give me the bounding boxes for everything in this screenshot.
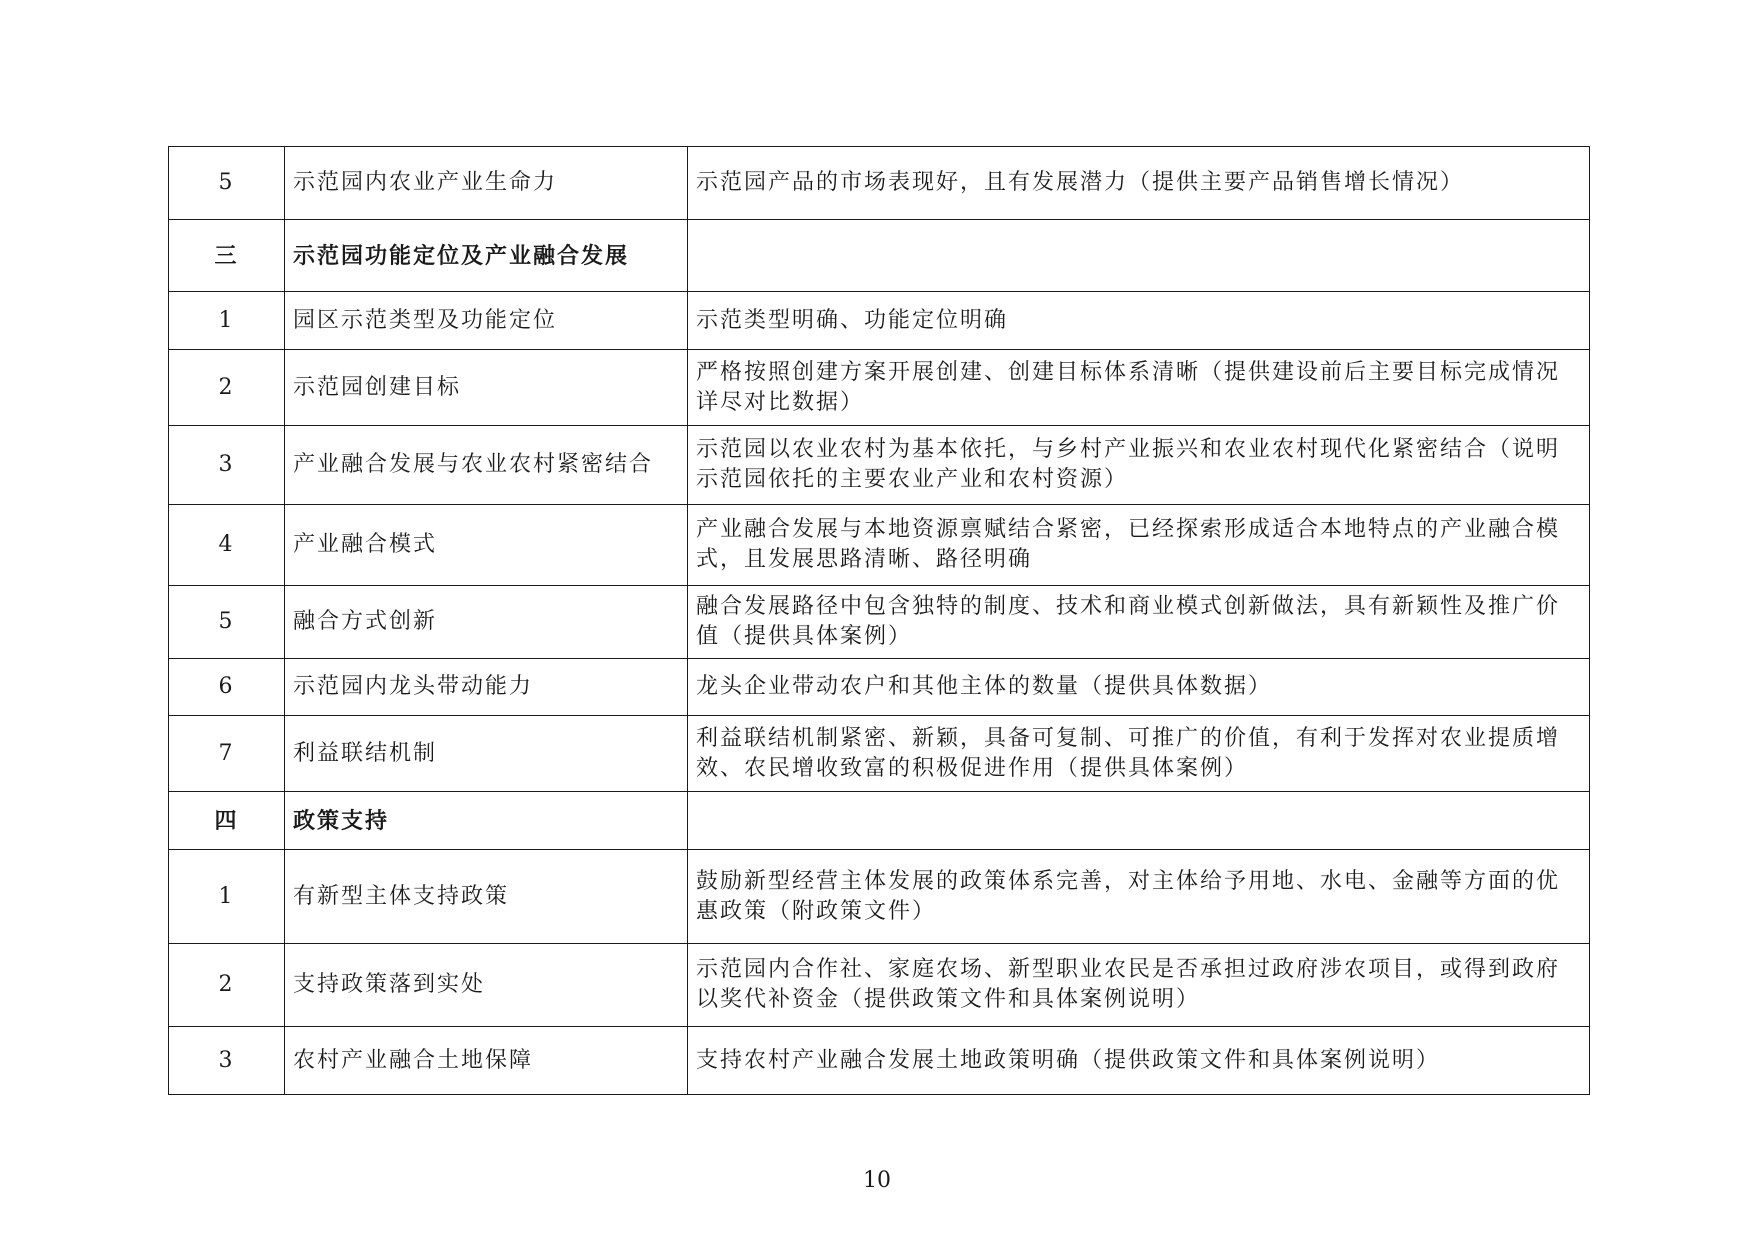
row-item: 支持政策落到实处 bbox=[285, 944, 688, 1027]
row-number: 6 bbox=[169, 659, 285, 716]
row-description bbox=[688, 220, 1590, 292]
table-row bbox=[169, 659, 1590, 716]
table-row bbox=[169, 850, 1590, 944]
row-number: 2 bbox=[169, 944, 285, 1027]
section-number: 三 bbox=[169, 220, 285, 292]
row-description: 支持农村产业融合发展土地政策明确（提供政策文件和具体案例说明） bbox=[688, 1027, 1590, 1095]
table-row bbox=[169, 426, 1590, 505]
row-number: 4 bbox=[169, 505, 285, 586]
row-description: 融合发展路径中包含独特的制度、技术和商业模式创新做法，具有新颖性及推广价值（提供具体案例） bbox=[688, 586, 1590, 659]
row-number: 1 bbox=[169, 850, 285, 944]
table-row bbox=[169, 147, 1590, 220]
table-row bbox=[169, 292, 1590, 350]
table-row bbox=[169, 350, 1590, 426]
row-number: 3 bbox=[169, 426, 285, 505]
row-item: 有新型主体支持政策 bbox=[285, 850, 688, 944]
section-row bbox=[169, 220, 1590, 292]
row-item: 农村产业融合土地保障 bbox=[285, 1027, 688, 1095]
row-item: 利益联结机制 bbox=[285, 716, 688, 792]
row-description: 严格按照创建方案开展创建、创建目标体系清晰（提供建设前后主要目标完成情况详尽对比数据） bbox=[688, 350, 1590, 426]
row-description: 龙头企业带动农户和其他主体的数量（提供具体数据） bbox=[688, 659, 1590, 716]
row-item: 产业融合发展与农业农村紧密结合 bbox=[285, 426, 688, 505]
section-title: 示范园功能定位及产业融合发展 bbox=[285, 220, 688, 292]
row-item: 示范园内龙头带动能力 bbox=[285, 659, 688, 716]
table-row bbox=[169, 586, 1590, 659]
row-description: 示范园以农业农村为基本依托，与乡村产业振兴和农业农村现代化紧密结合（说明示范园依托的主要农业产业和农村资源） bbox=[688, 426, 1590, 505]
row-number: 7 bbox=[169, 716, 285, 792]
row-number: 5 bbox=[169, 586, 285, 659]
row-number: 5 bbox=[169, 147, 285, 220]
row-number: 3 bbox=[169, 1027, 285, 1095]
row-description: 鼓励新型经营主体发展的政策体系完善，对主体给予用地、水电、金融等方面的优惠政策（附政策文件） bbox=[688, 850, 1590, 944]
row-item: 示范园内农业产业生命力 bbox=[285, 147, 688, 220]
section-row bbox=[169, 792, 1590, 850]
section-number: 四 bbox=[169, 792, 285, 850]
table-row bbox=[169, 944, 1590, 1027]
table-row bbox=[169, 716, 1590, 792]
row-description: 示范类型明确、功能定位明确 bbox=[688, 292, 1590, 350]
row-item: 园区示范类型及功能定位 bbox=[285, 292, 688, 350]
criteria-table bbox=[168, 146, 1590, 1095]
row-description: 示范园内合作社、家庭农场、新型职业农民是否承担过政府涉农项目，或得到政府以奖代补资金（提供政策文件和具体案例说明） bbox=[688, 944, 1590, 1027]
section-title: 政策支持 bbox=[285, 792, 688, 850]
row-description: 示范园产品的市场表现好，且有发展潜力（提供主要产品销售增长情况） bbox=[688, 147, 1590, 220]
row-number: 1 bbox=[169, 292, 285, 350]
table-row bbox=[169, 505, 1590, 586]
row-description: 利益联结机制紧密、新颖，具备可复制、可推广的价值，有利于发挥对农业提质增效、农民增收致富的积极促进作用（提供具体案例） bbox=[688, 716, 1590, 792]
row-number: 2 bbox=[169, 350, 285, 426]
row-item: 融合方式创新 bbox=[285, 586, 688, 659]
page-number: 10 bbox=[863, 1168, 891, 1193]
row-description: 产业融合发展与本地资源禀赋结合紧密，已经探索形成适合本地特点的产业融合模式，且发展思路清晰、路径明确 bbox=[688, 505, 1590, 586]
table-row bbox=[169, 1027, 1590, 1095]
row-description bbox=[688, 792, 1590, 850]
row-item: 示范园创建目标 bbox=[285, 350, 688, 426]
row-item: 产业融合模式 bbox=[285, 505, 688, 586]
